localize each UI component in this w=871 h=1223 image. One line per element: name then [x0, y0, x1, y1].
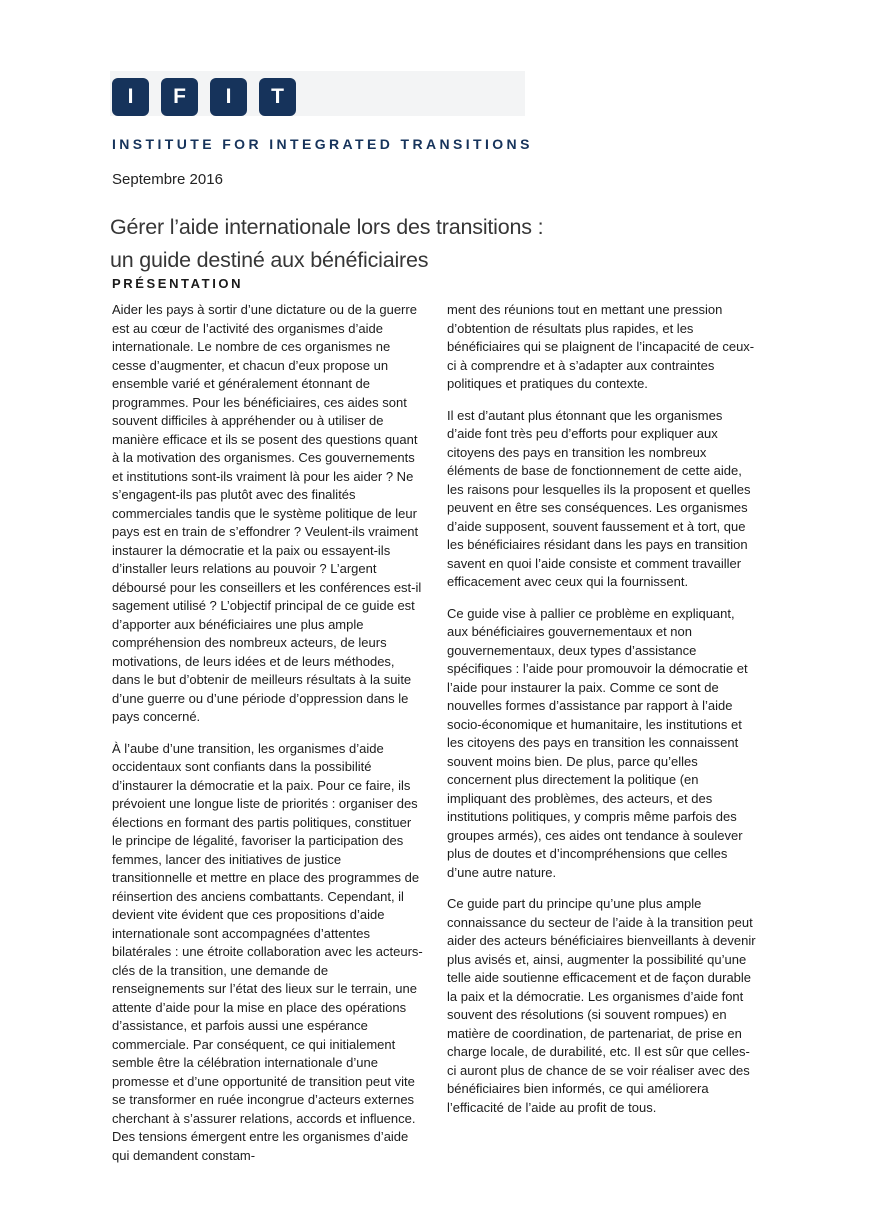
right-column [447, 301, 758, 1178]
page-title-line-2: un guide destiné aux bénéficiaires [110, 248, 429, 273]
body-paragraph: Il est d’autant plus étonnant que les organismes d’aide font très peu d’efforts pour expliquer aux citoyens des pays en transition les nombreux éléments de base de fonctionnement de cette aide, les raisons pour lesquelles ils la proposent et quelles peuvent en être ses conséquences. Les organismes d’aide supposent, souvent faussement et à tort, que les bénéficiaires résidant dans les pays en transition savent en quoi l’aide consiste et comment travailler efficacement avec ceux qui la fournissent. [447, 407, 751, 589]
body-paragraph: Aider les pays à sortir d’une dictature ou de la guerre est au cœur de l’activité des organismes d’aide internationale. Le nombre de ces organismes ne cesse d’augmenter, et chacun d’eux propose un ensemble varié et généralement étonnant de programmes. Pour les bénéficiaires, ces aides sont souvent difficiles à appréhender ou à utiliser de manière efficace et ils se posent des questions quant à la motivation des organismes. Ces gouvernements et institutions sont-ils vraiment là pour les aider ? Ne s’engagent-ils pas plutôt avec des finalités commerciales tandis que le système politique de leur pays est en train de s’effondrer ? Veulent-ils vraiment instaurer la démocratie et la paix ou essayent-ils d’installer leurs relations au pouvoir ? L’argent déboursé pour les conseillers et les conférences est-il sagement utilisé ? L’objectif principal de ce guide est d’apporter aux bénéficiaires une plus ample compréhension des nombreux acteurs, de leurs motivations, de leurs idées et de leurs méthodes, dans le but d’obtenir de meilleurs résultats à la suite d’une guerre ou d’une période d’oppression dans le pays concerné. [112, 302, 422, 724]
left-column [112, 301, 423, 1178]
logo-tile: I [112, 78, 149, 116]
body-columns [112, 301, 758, 1178]
publication-date: Septembre 2016 [112, 171, 223, 188]
body-paragraph: ment des réunions tout en mettant une pression d’obtention de résultats plus rapides, et les bénéficiaires qui se plaignent de l’incapacité de ceux-ci à comprendre et à s’adapter aux contraintes politiques et pratiques du contexte. [447, 302, 755, 391]
page-title [110, 211, 543, 277]
section-heading: PRÉSENTATION [112, 276, 244, 291]
logo-tile: T [259, 78, 296, 116]
page-title-line-1: Gérer l’aide internationale lors des transitions : [110, 215, 544, 240]
logo-subtitle: INSTITUTE FOR INTEGRATED TRANSITIONS [112, 136, 533, 152]
body-paragraph: Ce guide part du principe qu’une plus ample connaissance du secteur de l’aide à la transition peut aider des acteurs bénéficiaires bienveillants à devenir plus avisés et, ainsi, augmenter la possibilité qu’une telle aide soutienne efficacement et de façon durable la paix et la démocratie. Les organismes d’aide font souvent des résolutions (si souvent rompues) en matière de coordination, de partenariat, de prise en charge locale, de durabilité, etc. Il est sûr que celles-ci auront plus de chance de se voir réaliser avec des bénéficiaires bien informés, ce qui améliorera l’efficacité de l’aide au profit de tous. [447, 896, 756, 1115]
body-paragraph: À l’aube d’une transition, les organismes d’aide occidentaux sont confiants dans la possibilité d’instaurer la démocratie et la paix. Pour ce faire, ils prévoient une longue liste de priorités : organiser des élections en formant des partis politiques, constituer le principe de légalité, favoriser la participation des femmes, lancer des initiatives de justice transitionnelle et mettre en place des programmes de réinsertion des anciens combattants. Cependant, il devient vite évident que ces propositions d’aide internationale sont accompagnées d’attentes bilatérales : une étroite collaboration avec les acteurs-clés de la transition, une demande de renseignements sur l’état des lieux sur le terrain, une attente d’aide pour la mise en place des opérations d’assistance, et parfois aussi une espérance commerciale. Par conséquent, ce qui initialement semble être la célébration internationale d’une promesse et d’une opportunité de transition peut vite se transformer en ruée incongrue d’acteurs externes cherchant à s’assurer relations, accords et influence. Des tensions émergent entre les organismes d’aide qui demandent constam- [112, 740, 423, 1163]
body-paragraph: Ce guide vise à pallier ce problème en expliquant, aux bénéficiaires gouvernementaux et non gouvernementaux, deux types d’assistance spécifiques : l’aide pour promouvoir la démocratie et l’aide pour instaurer la paix. Comme ce sont de nouvelles formes d’assistance par rapport à l’aide socio-économique et humanitaire, les institutions et les citoyens des pays en transition les connaissent souvent moins bien. De plus, parce qu’elles concernent plus directement la politique (en impliquant des problèmes, des acteurs, et des institutions politiques, y compris même parfois des groupes armés), ces aides ont tendance à soulever plus de doutes et d’incompréhensions que celles d’une autre nature. [447, 605, 748, 880]
logo-tile: F [161, 78, 198, 116]
ifit-logo [112, 78, 296, 116]
logo-tile: I [210, 78, 247, 116]
